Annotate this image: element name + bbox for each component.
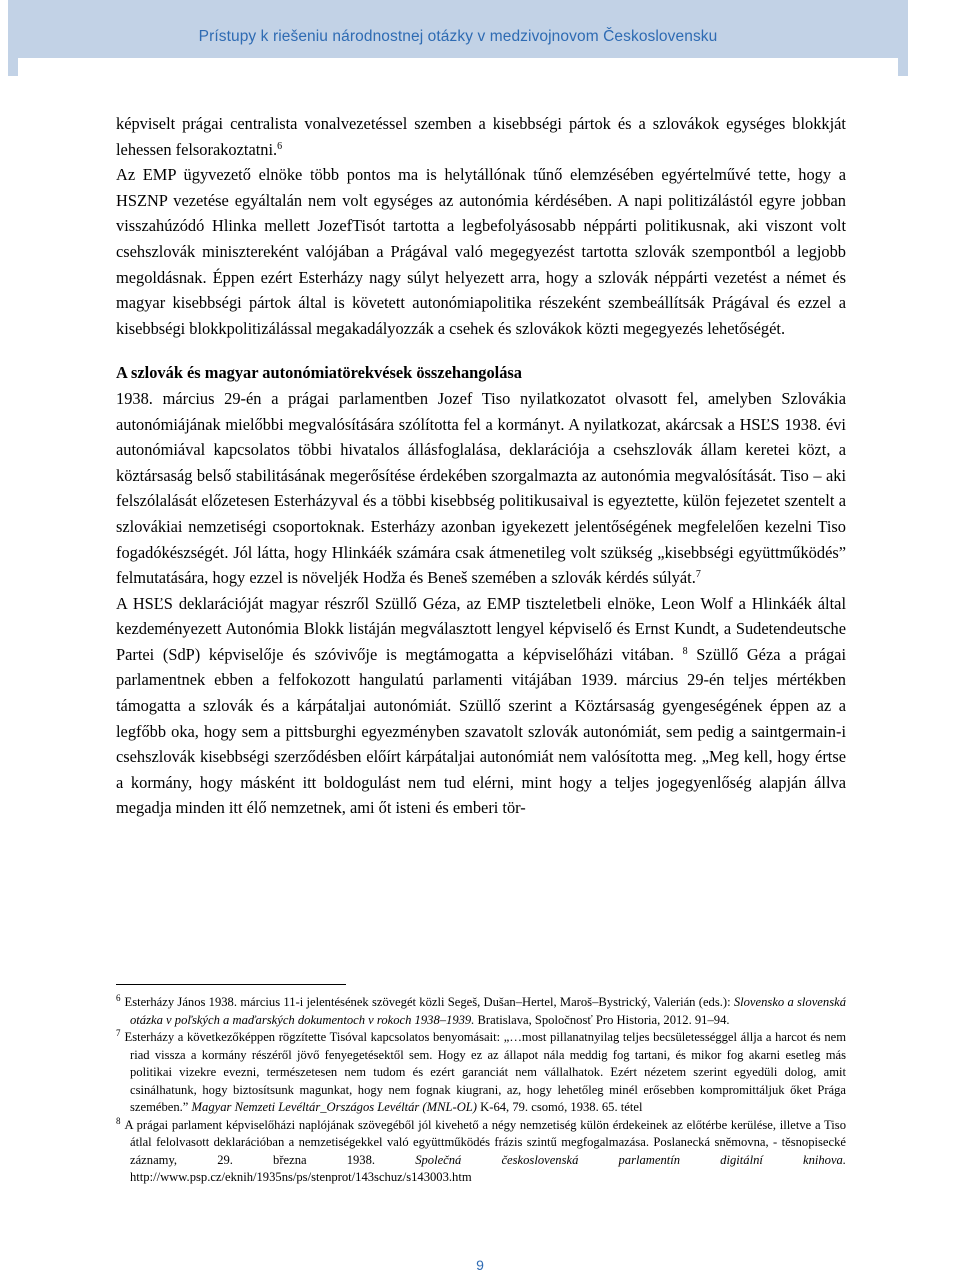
- footnote-ref-6[interactable]: 6: [277, 140, 283, 152]
- header-band: [18, 0, 898, 58]
- footnote-6-title: Slovensko a slovenská otázka v poľských a maďarských dokumentoch v rokoch 1938–1939.: [130, 995, 846, 1027]
- paragraph-3-text: 1938. március 29-én a prágai parlamentben Jozef Tiso nyilatkozatot olvasott fel, amelyben Szlovákia autonómiájának mielőbbi megvalósítására szólította fel a kormányt. A nyilatkozat, akárcsak a HSĽS 1938. évi autonómiával kapcsolatos többi hivatalos állásfoglalása, deklarációja a csehszlovák állam keretei közt, a köztársaság belső stabilitásának megerősítése érdekében szorgalmazta az autonómia megvalósítását. Tiso – aki felszólalását előzetesen Esterházyval és a többi kisebbség politikusaival is egyeztette, külön fejezetet szentelt a szlovákiai nemzetiségi csoportoknak. Esterházy azonban igyekezett jelentőségének megfelelően kezelni Tiso fogadókészségét. Jól látta, hogy Hlinkáék számára csak átmenetileg volt szükség „kisebbségi együttműködés” felmutatására, hogy ezzel is növeljék Hodža és Beneš szemében a szlovák kérdés súlyát.: [116, 388, 846, 588]
- footnote-6-publisher: Bratislava, Spoločnosť Pro Historia, 2012. 91–94.: [477, 1012, 730, 1027]
- header-bar-left: [8, 0, 18, 76]
- paragraph-4-text-b: Szüllő Géza a prágai parlamentnek ebben a felfokozott hangulatú parlamenti vitájában 1939. március 29-én teljes mértékben támogatta a szlovák és a kárpátaljai autonómiát. Szüllő szerint a Köztársaság gyengeségének éppen az a legfőbb oka, hogy sem a pittsburghi egyezményben szavatolt szlovák autonómiát, sem pedig a saintgermain-i csehszlovák kisebbségi szerződésben előírt kárpátaljai autonómiát nem valósította meg. „Meg kell, hogy értse a kormány, hogy másként itt boldogulást nem tud elérni, mint hogy a teljes jogegyenlőség alapján állva megadja minden itt élő nemzetnek, ami őt isteni és emberi tör-: [116, 644, 846, 818]
- page-number: 9: [476, 1257, 484, 1273]
- footnote-ref-8[interactable]: 8: [682, 645, 688, 657]
- footnote-8: [116, 1117, 846, 1187]
- footnote-8-title: Společná československá parlamentín digitální knihova.: [415, 1152, 846, 1167]
- paragraph-4: [116, 591, 846, 821]
- main-text: [116, 111, 846, 821]
- paragraph-2: Az EMP ügyvezető elnöke több pontos ma is helytállónak tűnő elemzésében egyértelművé tette, hogy a HSZNP vezetése egyáltalán nem volt egységes az autonómia kérdésében. A napi politizálástól egyre jobban visszahúzódó Hlinka mellett JozefTisót tartotta a legbefolyásosabb néppárti politikusnak, aki viszont volt csehszlovák minisztereként valójában a Prágával való megegyezést tartotta szlovák szempontból a legjobb megoldásnak. Éppen ezért Esterházy nagy súlyt helyezett arra, hogy a szlovák néppárti vezetést a német és magyar kisebbségi pártok által is követett autonómiapolitika részeként szembeállítsák Prágával és ezzel a kisebbségi blokkpolitizálással megakadályozzák a csehek és szlovákok közti megegyezés lehetőségét.: [116, 165, 846, 338]
- header-title: Prístupy k riešeniu národnostnej otázky v medzivojnovom Československu: [198, 28, 718, 45]
- footnote-6-text: Esterházy János 1938. március 11-i jelentésének szövegét közli Segeš, Dušan–Hertel, Maroš–Bystrický, Valerián (eds.):: [124, 995, 731, 1009]
- footnote-6: [116, 994, 846, 1029]
- paragraph-1-text: képviselt prágai centralista vonalvezetéssel szemben a kisebbségi pártok és a szlovákok egységes blokkját lehessen felsorakoztatni.: [116, 114, 846, 159]
- footnote-7-reference: K-64, 79. csomó, 1938. 65. tétel: [480, 1100, 643, 1114]
- footnote-8-text: A prágai parlament képviselőházi naplójának szövegéből jól kivehető a négy nemzetiség külön érdekeinek az előtérbe kerülése, illetve a Tiso átlal felolvasott deklarációban a nemzetiségekkel való együttműködés frázis szintű megfogalmazása. Poslanecká sněmovna, - těsnopisecké záznamy, 29. března 1938.: [124, 1117, 846, 1167]
- footnote-6-number: 6: [116, 993, 121, 1003]
- footnote-7-text: Esterházy a következőképpen rögzítette Tisóval kapcsolatos benyomásait: „…most pillanatnyilag teljes becsületességgel állja a harcot és nem riad vissza a kormány részéről jövő fenyegetésektől sem. Hogy ez az állapot nála meddig fog tartani, és mikor fog akarni esetleg más politikai vizekre evezni, természetesen nem tudom és ezért garanciát nem vállalhatok. Ezért nézetem szerint egyedüli dolog, amit csinálhatunk, hogy biztosítsunk magunkat, hogy nem fognak kiugrani, az, hogy lehetőleg minél erősebben kompromittáljuk őket Prága szemében.”: [124, 1030, 846, 1114]
- paragraph-3: [116, 386, 846, 591]
- header-bar-right: [898, 0, 908, 76]
- footnote-8-url[interactable]: http://www.psp.cz/eknih/1935ns/ps/stenprot/143schuz/s143003.htm: [130, 1170, 472, 1184]
- footnote-7-archive: Magyar Nemzeti Levéltár_Országos Levéltár (MNL-OL): [191, 1100, 477, 1114]
- footnote-8-number: 8: [116, 1115, 121, 1126]
- footnote-separator: [116, 984, 346, 985]
- section-heading: A szlovák és magyar autonómiatörekvések összehangolása: [116, 363, 522, 383]
- footnotes: [116, 994, 846, 1187]
- footnote-7: [116, 1029, 846, 1117]
- page-header: [0, 0, 960, 80]
- footnote-7-number: 7: [116, 1028, 121, 1038]
- paragraph-1: [116, 111, 846, 162]
- paragraph-4-text-a: A HSĽS deklarációját magyar részről Szüllő Géza, az EMP tiszteletbeli elnöke, Leon Wolf a Hlinkáék által kezdeményezett Autonómia Blokk listáján megválasztott lengyel képviselő és Ernst Kundt, a Sudetendeutsche Partei (SdP) képviselője és szóvivője is megtámogatta a képviselőházi vitában.: [116, 593, 846, 664]
- footnote-ref-7[interactable]: 7: [695, 569, 701, 581]
